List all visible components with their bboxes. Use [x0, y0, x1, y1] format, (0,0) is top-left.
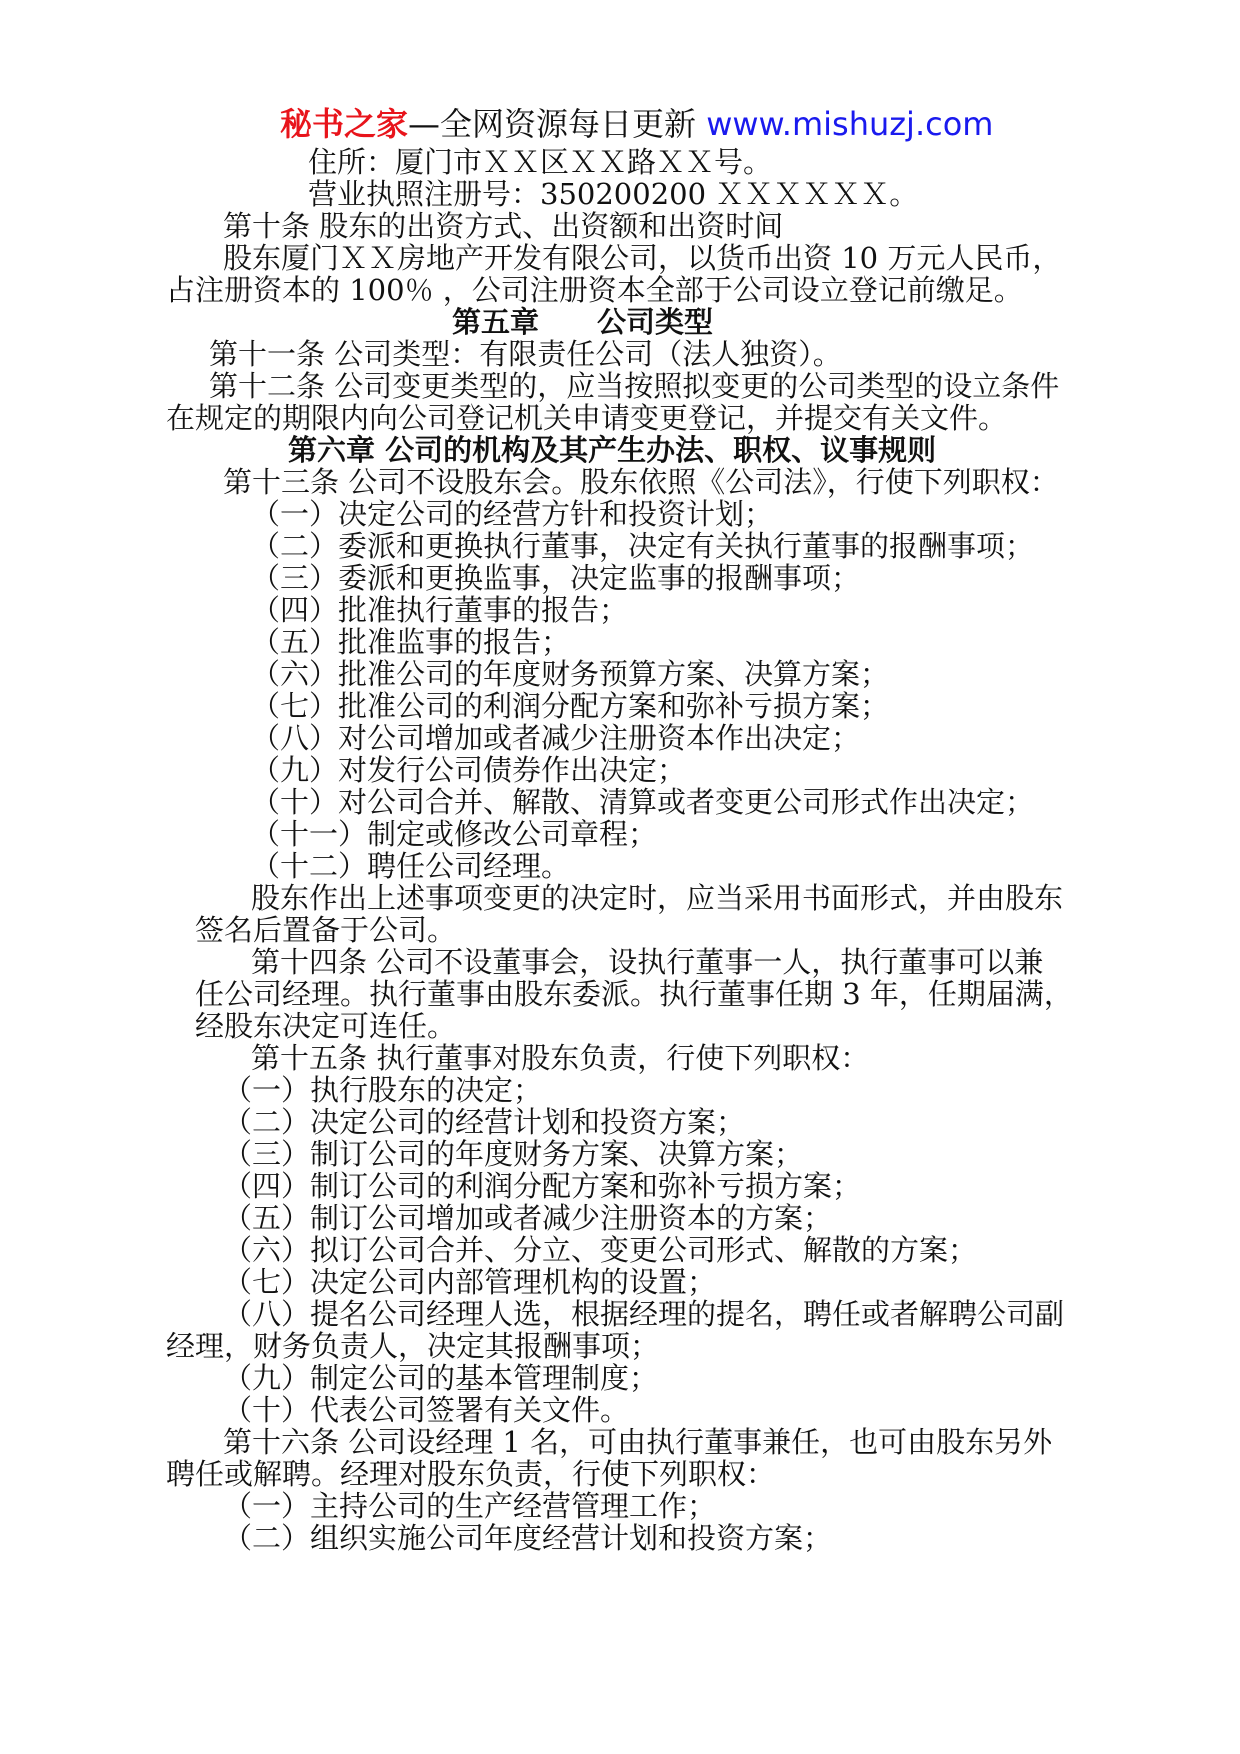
article-15-item-8: （八）提名公司经理人选，根据经理的提名，聘任或者解聘公司副	[223, 1297, 1065, 1331]
article-14: 第十四条 公司不设董事会，设执行董事一人，执行董事可以兼	[251, 945, 1044, 979]
article-15-item-9: （九）制定公司的基本管理制度；	[223, 1361, 659, 1395]
banner-tagline: —全网资源每日更新	[408, 105, 697, 143]
article-16-item-1: （一）主持公司的生产经营管理工作；	[223, 1489, 717, 1523]
article-13-item-5: （五）批准监事的报告；	[251, 625, 571, 659]
article-13-note: 股东作出上述事项变更的决定时，应当采用书面形式，并由股东	[251, 881, 1064, 915]
article-15-item-4: （四）制订公司的利润分配方案和弥补亏损方案；	[223, 1169, 862, 1203]
article-13-item-8: （八）对公司增加或者减少注册资本作出决定；	[251, 721, 861, 755]
article-12: 第十二条 公司变更类型的，应当按照拟变更的公司类型的设立条件	[209, 369, 1060, 403]
banner-url[interactable]: www.mishuzj.com	[706, 105, 994, 143]
registration-number-line: 营业执照注册号：350200200 ＸＸＸＸＸＸ。	[308, 177, 919, 211]
article-16: 第十六条 公司设经理 1 名，可由执行董事兼任，也可由股东另外	[223, 1425, 1053, 1459]
article-13-item-9: （九）对发行公司债券作出决定；	[251, 753, 687, 787]
article-10-text-cont: 占注册资本的 100％ ，公司注册资本全部于公司设立登记前缴足。	[166, 273, 1023, 307]
article-13-item-12: （十二）聘任公司经理。	[251, 849, 571, 883]
article-13: 第十三条 公司不设股东会。股东依照《公司法》，行使下列职权：	[223, 465, 1059, 499]
article-16-cont: 聘任或解聘。经理对股东负责，行使下列职权：	[166, 1457, 776, 1491]
article-10-title: 第十条 股东的出资方式、出资额和出资时间	[223, 209, 784, 243]
banner-brand: 秘书之家	[280, 105, 409, 143]
article-15: 第十五条 执行董事对股东负责，行使下列职权：	[251, 1041, 870, 1075]
article-16-item-2: （二）组织实施公司年度经营计划和投资方案；	[223, 1521, 833, 1555]
article-13-item-11: （十一）制定或修改公司章程；	[251, 817, 658, 851]
article-13-item-7: （七）批准公司的利润分配方案和弥补亏损方案；	[251, 689, 890, 723]
chapter-5-heading: 第五章 公司类型	[452, 305, 714, 339]
article-14-cont-1: 任公司经理。执行董事由股东委派。执行董事任期 3 年，任期届满，	[195, 977, 1073, 1011]
article-11: 第十一条 公司类型：有限责任公司（法人独资）。	[209, 337, 842, 371]
article-15-item-6: （六）拟订公司合并、分立、变更公司形式、解散的方案；	[223, 1233, 978, 1267]
article-13-item-1: （一）决定公司的经营方针和投资计划；	[251, 497, 774, 531]
article-10-text: 股东厦门ＸＸ房地产开发有限公司，以货币出资 10 万元人民币，	[223, 241, 1062, 275]
article-13-note-cont: 签名后置备于公司。	[195, 913, 457, 947]
article-13-item-3: （三）委派和更换监事，决定监事的报酬事项；	[251, 561, 861, 595]
article-15-item-1: （一）执行股东的决定；	[223, 1073, 543, 1107]
chapter-6-heading: 第六章 公司的机构及其产生办法、职权、议事规则	[288, 433, 937, 467]
article-15-item-10: （十）代表公司签署有关文件。	[223, 1393, 630, 1427]
article-13-item-6: （六）批准公司的年度财务预算方案、决算方案；	[251, 657, 890, 691]
site-banner	[280, 104, 993, 144]
article-15-item-5: （五）制订公司增加或者减少注册资本的方案；	[223, 1201, 833, 1235]
article-15-item-8-cont: 经理，财务负责人，决定其报酬事项；	[166, 1329, 660, 1363]
article-13-item-10: （十）对公司合并、解散、清算或者变更公司形式作出决定；	[251, 785, 1035, 819]
article-13-item-4: （四）批准执行董事的报告；	[251, 593, 629, 627]
article-15-item-3: （三）制订公司的年度财务方案、决算方案；	[223, 1137, 804, 1171]
article-14-cont-2: 经股东决定可连任。	[195, 1009, 457, 1043]
address-line: 住所：厦门市ＸＸ区ＸＸ路ＸＸ号。	[308, 145, 773, 179]
article-15-item-2: （二）决定公司的经营计划和投资方案；	[223, 1105, 746, 1139]
article-12-cont: 在规定的期限内向公司登记机关申请变更登记，并提交有关文件。	[166, 401, 1008, 435]
article-15-item-7: （七）决定公司内部管理机构的设置；	[223, 1265, 717, 1299]
article-13-item-2: （二）委派和更换执行董事，决定有关执行董事的报酬事项；	[251, 529, 1035, 563]
